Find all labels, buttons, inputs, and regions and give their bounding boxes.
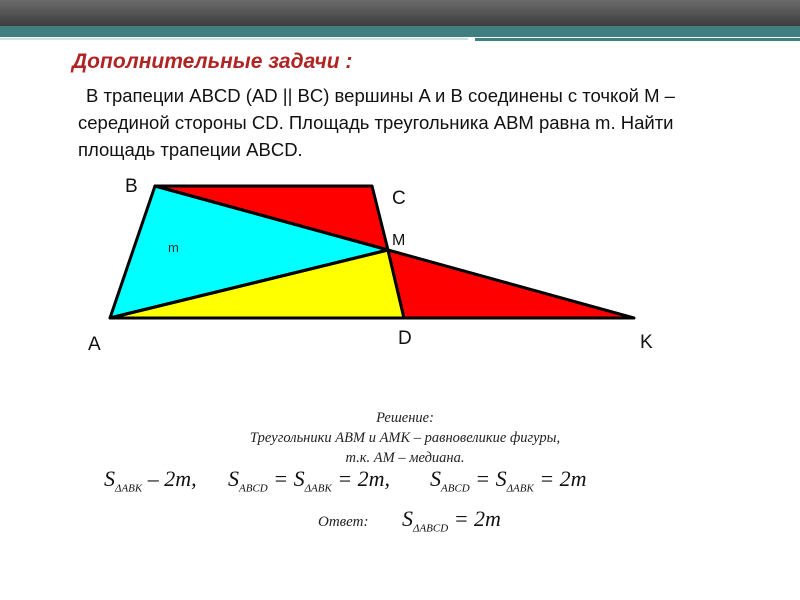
- label-m: M: [392, 232, 406, 249]
- answer-formula: $S_{\Delta ABCD} = 2m$: [402, 506, 501, 535]
- solution-title: Решение:: [376, 410, 434, 426]
- triangle-mdk: [388, 250, 634, 318]
- label-d: D: [398, 328, 412, 349]
- label-k: K: [640, 332, 653, 353]
- label-b: B: [125, 176, 138, 197]
- solution-line-2: т.к. AM – медиана.: [345, 450, 465, 466]
- formula-3: $S_{ABCD} = S_{\Delta ABK} = 2m$: [430, 466, 587, 495]
- problem-text: В трапеции ABCD (AD || BC) вершины A и B соединены с точкой M – серединой стороны CD. Площадь треугольника ABM равна m. Найти площадь трапеции ABCD.: [78, 85, 675, 160]
- solution-text: [130, 408, 680, 468]
- solution-line-1: Треугольники ABM и AMK – равновеликие фигуры,: [249, 430, 561, 446]
- label-area-m: m: [168, 240, 179, 255]
- answer-label: Ответ:: [318, 514, 369, 530]
- formula-1: $S_{\Delta ABK} - 2m$,: [104, 466, 197, 495]
- formula-2: $S_{ABCD} = S_{\Delta ABK} = 2m$,: [228, 466, 391, 495]
- label-c: C: [392, 188, 406, 209]
- slide-heading: Дополнительные задачи :: [72, 50, 353, 73]
- label-a: A: [88, 334, 101, 355]
